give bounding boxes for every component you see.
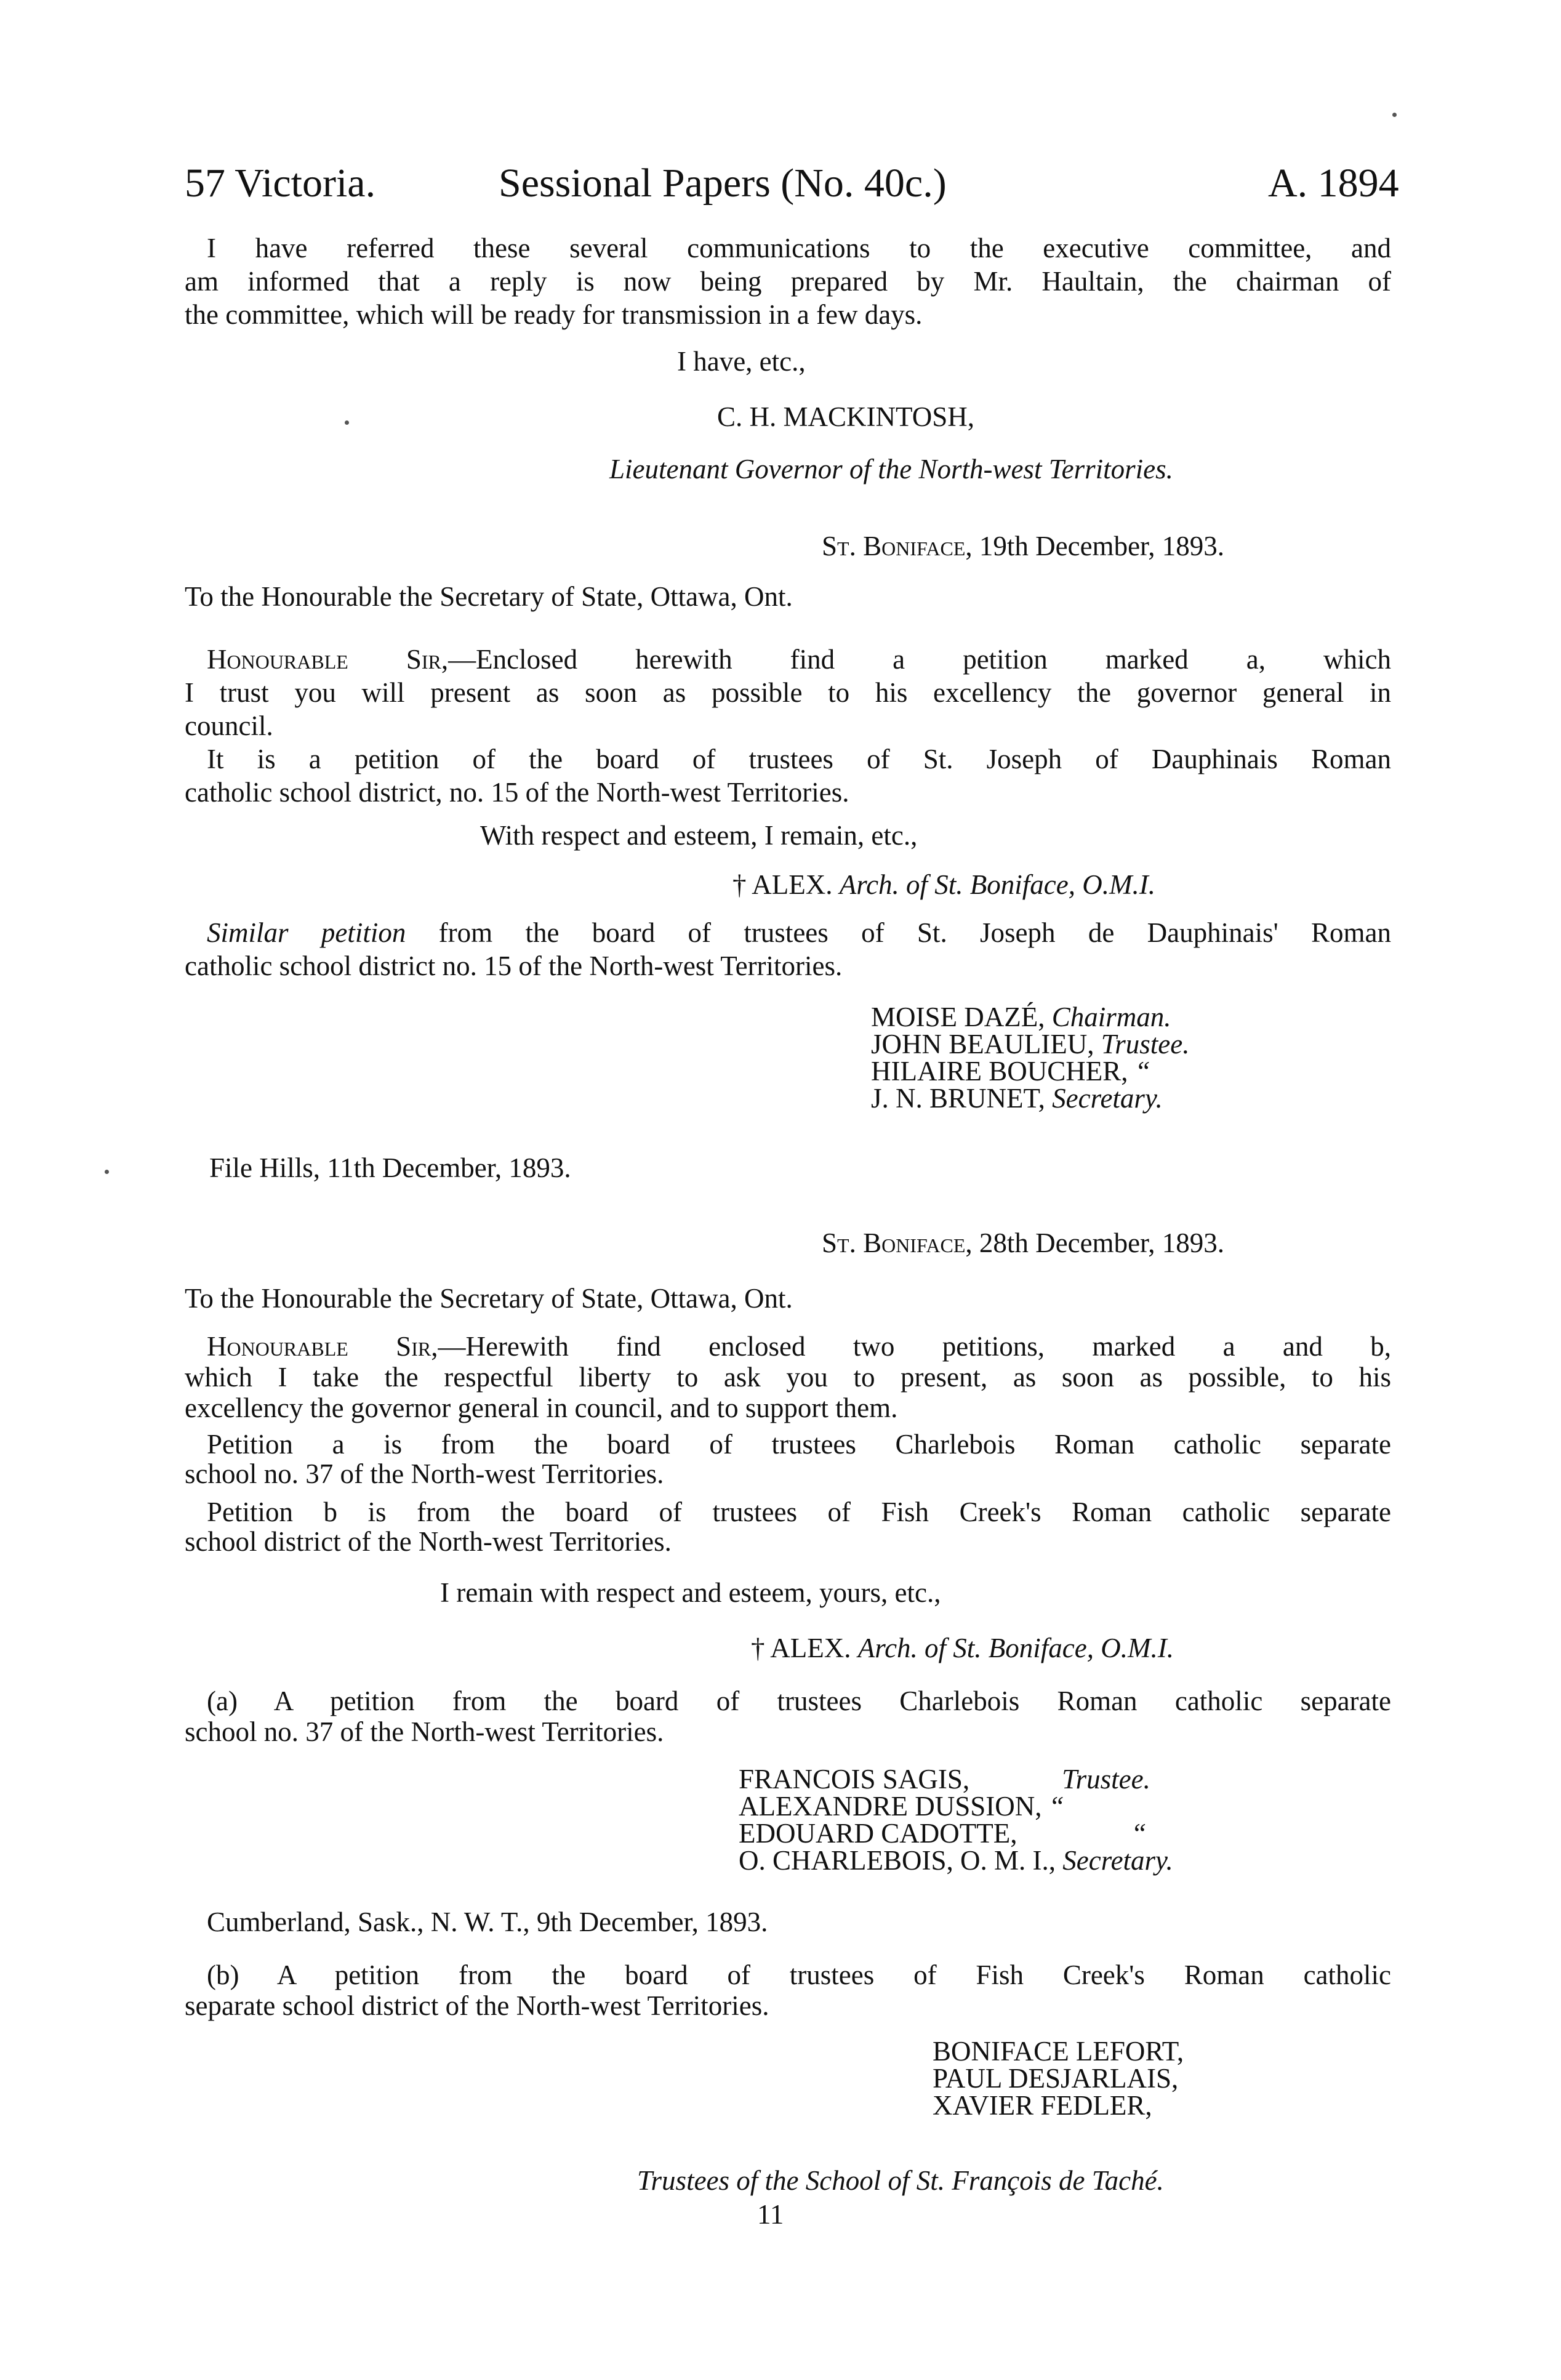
letter2-p1-first-rest: —Herewith find enclosed two petitions, marked a and b, <box>438 1331 1392 1362</box>
print-speck <box>1392 113 1397 117</box>
letter1-dateline-place: St. Boniface, <box>822 531 973 561</box>
letter2-closing: I remain with respect and esteem, yours, etc., <box>440 1577 941 1608</box>
signer-role: Secretary. <box>1062 1845 1173 1876</box>
petition1-signers <box>871 1003 1190 1112</box>
petition1-signer <box>871 1003 1190 1031</box>
letter2-address: To the Honourable the Secretary of State, Ottawa, Ont. <box>185 1283 793 1314</box>
petition-b-signer: BONIFACE LEFORT, <box>933 2036 1184 2067</box>
letter1-dateline-date: 19th December, 1893. <box>979 531 1224 561</box>
signer-name: JOHN BEAULIEU, <box>871 1029 1094 1059</box>
petition-a-text <box>185 1686 1391 1747</box>
letter2-paragraph-3 <box>185 1497 1391 1556</box>
letter1-closing: With respect and esteem, I remain, etc., <box>480 820 918 851</box>
letter1-salutation: Honourable Sir, <box>207 644 449 675</box>
signer-role: “ <box>1131 1818 1147 1849</box>
letter2-paragraph-1 <box>185 1331 1391 1423</box>
signer-name: ALEXANDRE DUSSION, <box>739 1791 1042 1822</box>
petition1-text <box>185 916 1391 983</box>
petition1-line-2: catholic school district no. 15 of the North-west Territories. <box>185 951 843 981</box>
letter2-p1-line-2: which I take the respectful liberty to ask you to present, as soon as possible, to his <box>185 1362 1391 1393</box>
signer-role: Trustee. <box>1062 1764 1150 1795</box>
petition-a-line-1: (a) A petition from the board of trustees Charlebois Roman catholic separate <box>207 1686 1391 1716</box>
petition-a-signer <box>739 1820 1173 1847</box>
letter2-p1-first-line <box>185 1331 1391 1362</box>
signer-name: EDOUARD CADOTTE, <box>739 1818 1017 1849</box>
letter1-p1-line-3: council. <box>185 710 273 741</box>
signer-name: O. CHARLEBOIS, O. M. I., <box>739 1845 1056 1876</box>
signer-name: FRANCOIS SAGIS, <box>739 1764 970 1795</box>
intro-paragraph <box>185 231 1391 331</box>
letter1-sign-title: Arch. of St. Boniface, O.M.I. <box>839 869 1155 900</box>
petition-b-signers <box>933 2038 1184 2119</box>
petition-b-signer: XAVIER FEDLER, <box>933 2090 1152 2121</box>
petition-b-line-2: separate school district of the North-west Territories. <box>185 1990 769 2021</box>
page-number: 11 <box>757 2199 784 2230</box>
intro-line-1: I have referred these several communications to the executive committee, and <box>207 233 1391 263</box>
petition-b-line-1: (b) A petition from the board of trustees of Fish Creek's Roman catholic <box>207 1960 1391 1990</box>
letter1-p2-line-1: It is a petition of the board of trustees of St. Joseph of Dauphinais Roman <box>207 744 1391 774</box>
letter2-dateline <box>822 1226 1224 1260</box>
petition1-signer <box>871 1085 1190 1112</box>
signer-name: HILAIRE BOUCHER, <box>871 1056 1128 1087</box>
signer-role: Secretary. <box>1052 1083 1163 1114</box>
petition1-signer <box>871 1031 1190 1058</box>
letter2-p2-line-2: school no. 37 of the North-west Territories. <box>185 1458 664 1489</box>
petition-b-trustees-line: Trustees of the School of St. François de Taché. <box>637 2165 1164 2196</box>
letter1-p1-first-line <box>185 643 1391 676</box>
petition1-lead: Similar petition <box>207 917 406 948</box>
signer-name: MOISE DAZÉ, <box>871 1002 1045 1032</box>
letter1-signature <box>732 868 1155 901</box>
intro-line-3: the committee, which will be ready for transmission in a few days. <box>185 299 923 330</box>
print-speck <box>345 420 349 425</box>
header-right: A. 1894 <box>1268 161 1399 206</box>
letter1-p1-line-2: I trust you will present as soon as possible to his excellency the governor general in <box>185 677 1391 708</box>
letter2-dateline-place: St. Boniface, <box>822 1228 973 1258</box>
signer-role: Chairman. <box>1051 1002 1171 1032</box>
petition1-line-1 <box>185 916 1391 949</box>
letter2-p3-line-1: Petition b is from the board of trustees of Fish Creek's Roman catholic separate <box>207 1497 1391 1527</box>
letter2-p2-line-1: Petition a is from the board of trustees Charlebois Roman catholic separate <box>207 1429 1391 1460</box>
intro-signatory-title: Lieutenant Governor of the North-west Territories. <box>609 454 1173 484</box>
letter2-sign-name: † ALEX. <box>751 1633 851 1663</box>
letter2-sign-title: Arch. of St. Boniface, O.M.I. <box>857 1633 1174 1663</box>
letter2-salutation: Honourable Sir, <box>207 1331 438 1362</box>
header-center: Sessional Papers (No. 40c.) <box>499 161 947 206</box>
header-left: 57 Victoria. <box>185 161 376 206</box>
petition-a-place-date: Cumberland, Sask., N. W. T., 9th December, 1893. <box>207 1907 768 1937</box>
signer-role: “ <box>1048 1791 1064 1822</box>
petition1-signer <box>871 1058 1190 1085</box>
petition-a-signer <box>739 1793 1173 1820</box>
letter1-p1-first-rest: —Enclosed herewith find a petition marked a, which <box>448 644 1391 675</box>
letter1-address: To the Honourable the Secretary of State, Ottawa, Ont. <box>185 581 793 612</box>
intro-closing: I have, etc., <box>677 346 806 377</box>
letter1-paragraph-2 <box>185 742 1391 809</box>
petition-a-signer <box>739 1847 1173 1874</box>
letter1-p2-line-2: catholic school district, no. 15 of the North-west Territories. <box>185 777 849 808</box>
letter2-signature <box>751 1631 1174 1665</box>
signer-role: “ <box>1134 1056 1150 1087</box>
petition-b-signer: PAUL DESJARLAIS, <box>933 2063 1179 2094</box>
intro-line-2: am informed that a reply is now being prepared by Mr. Haultain, the chairman of <box>185 266 1391 297</box>
petition-a-signer <box>739 1766 1173 1793</box>
petition-a-signers <box>739 1766 1173 1874</box>
print-speck <box>105 1170 109 1174</box>
petition-b-text <box>185 1960 1391 2021</box>
letter1-paragraph-1 <box>185 643 1391 742</box>
letter1-dateline <box>822 529 1224 563</box>
petition-a-line-2: school no. 37 of the North-west Territories. <box>185 1716 664 1747</box>
intro-signatory: C. H. MACKINTOSH, <box>717 401 974 432</box>
letter2-paragraph-2 <box>185 1429 1391 1489</box>
signer-role: Trustee. <box>1101 1029 1190 1059</box>
signer-name: J. N. BRUNET, <box>871 1083 1045 1114</box>
petition1-line1-rest: from the board of trustees of St. Joseph de Dauphinais' Roman <box>406 917 1391 948</box>
letter2-dateline-date: 28th December, 1893. <box>979 1228 1224 1258</box>
letter2-p1-line-3: excellency the governor general in council, and to support them. <box>185 1393 898 1423</box>
petition1-place-date: File Hills, 11th December, 1893. <box>209 1152 571 1183</box>
letter2-p3-line-2: school district of the North-west Territories. <box>185 1526 672 1557</box>
letter1-sign-name: † ALEX. <box>732 869 833 900</box>
